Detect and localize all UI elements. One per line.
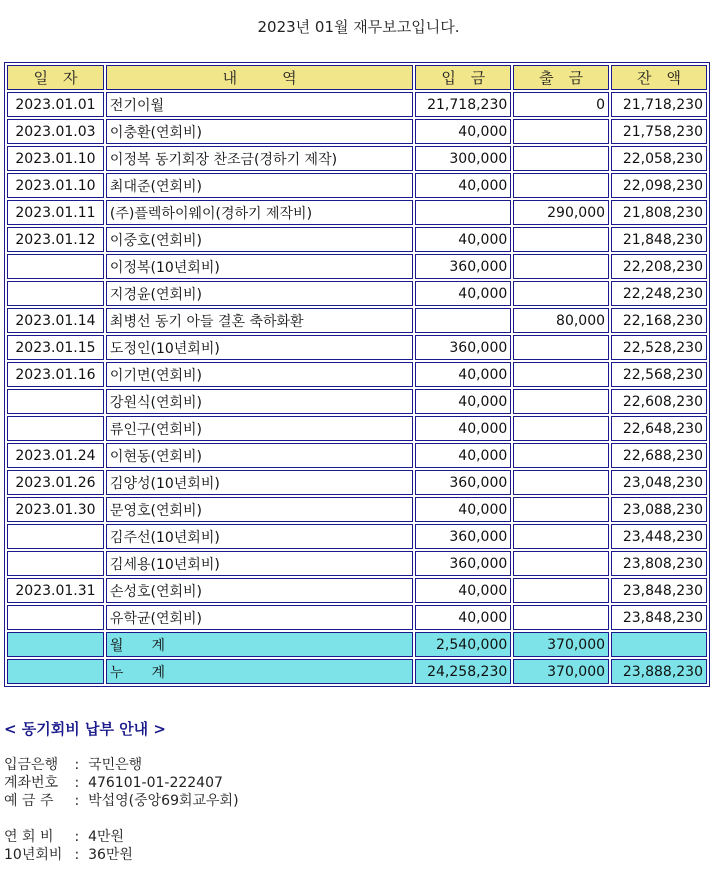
cell-withdrawal bbox=[513, 173, 609, 198]
notice-value: 박섭영(중앙69회교우회) bbox=[88, 793, 239, 809]
header-withdrawal: 출 금 bbox=[513, 65, 609, 90]
cell-description: 강원식(연회비) bbox=[106, 389, 413, 414]
notice-key: 10년회비 bbox=[4, 847, 63, 863]
cell-description: 최병선 동기 아들 결혼 축하화환 bbox=[106, 308, 413, 333]
cell-description: 최대준(연회비) bbox=[106, 173, 413, 198]
cell-date: 2023.01.12 bbox=[7, 227, 104, 252]
table-row bbox=[7, 227, 707, 252]
cell-deposit: 360,000 bbox=[415, 254, 511, 279]
cell-withdrawal bbox=[513, 281, 609, 306]
cell-balance: 21,718,230 bbox=[611, 92, 707, 117]
total-withdrawal: 370,000 bbox=[513, 659, 609, 684]
cell-balance: 22,098,230 bbox=[611, 173, 707, 198]
cell-balance: 22,648,230 bbox=[611, 416, 707, 441]
cell-date: 2023.01.03 bbox=[7, 119, 104, 144]
cell-date: 2023.01.26 bbox=[7, 470, 104, 495]
table-row bbox=[7, 200, 707, 225]
header-description: 내 역 bbox=[106, 65, 413, 90]
table-row bbox=[7, 389, 707, 414]
total-deposit: 2,540,000 bbox=[415, 632, 511, 657]
cell-withdrawal bbox=[513, 146, 609, 171]
cell-date: 2023.01.31 bbox=[7, 578, 104, 603]
table-row bbox=[7, 281, 707, 306]
cell-balance: 23,848,230 bbox=[611, 605, 707, 630]
cell-date bbox=[7, 254, 104, 279]
table-row bbox=[7, 119, 707, 144]
cell-date bbox=[7, 281, 104, 306]
cell-description: 이기면(연회비) bbox=[106, 362, 413, 387]
header-date: 일 자 bbox=[7, 65, 104, 90]
payment-notice bbox=[4, 720, 239, 864]
cell-deposit: 40,000 bbox=[415, 497, 511, 522]
notice-separator: : bbox=[70, 775, 89, 791]
table-row bbox=[7, 605, 707, 630]
cell-balance: 21,758,230 bbox=[611, 119, 707, 144]
cell-balance: 21,848,230 bbox=[611, 227, 707, 252]
table-row bbox=[7, 443, 707, 468]
ledger-table bbox=[4, 62, 710, 687]
cell-description: 이정복 동기회장 찬조금(경하기 제작) bbox=[106, 146, 413, 171]
cell-balance: 23,808,230 bbox=[611, 551, 707, 576]
cell-description: 김양성(10년회비) bbox=[106, 470, 413, 495]
header-row bbox=[7, 65, 707, 90]
cell-balance: 22,208,230 bbox=[611, 254, 707, 279]
cell-description: 이중호(연회비) bbox=[106, 227, 413, 252]
ledger-body bbox=[7, 92, 707, 684]
cell-description: 이현동(연회비) bbox=[106, 443, 413, 468]
total-deposit: 24,258,230 bbox=[415, 659, 511, 684]
table-row bbox=[7, 578, 707, 603]
total-label: 누 계 bbox=[106, 659, 413, 684]
cell-date: 2023.01.11 bbox=[7, 200, 104, 225]
cell-description: 김주선(10년회비) bbox=[106, 524, 413, 549]
cell-deposit: 40,000 bbox=[415, 281, 511, 306]
cell-balance: 22,688,230 bbox=[611, 443, 707, 468]
cell-balance: 22,168,230 bbox=[611, 308, 707, 333]
notice-key: 입금은행 bbox=[4, 757, 59, 773]
table-row bbox=[7, 416, 707, 441]
table-row bbox=[7, 551, 707, 576]
cell-withdrawal bbox=[513, 227, 609, 252]
cell-balance: 23,448,230 bbox=[611, 524, 707, 549]
notice-fees bbox=[4, 828, 239, 864]
cell-withdrawal bbox=[513, 362, 609, 387]
cell-withdrawal bbox=[513, 524, 609, 549]
cell-description: 문영호(연회비) bbox=[106, 497, 413, 522]
total-label: 월 계 bbox=[106, 632, 413, 657]
cell-deposit: 40,000 bbox=[415, 443, 511, 468]
cell-date: 2023.01.10 bbox=[7, 173, 104, 198]
table-row bbox=[7, 173, 707, 198]
cell-deposit bbox=[415, 308, 511, 333]
cell-withdrawal bbox=[513, 119, 609, 144]
table-row bbox=[7, 497, 707, 522]
cell-date: 2023.01.24 bbox=[7, 443, 104, 468]
cell-deposit: 360,000 bbox=[415, 335, 511, 360]
cell-description: 손성호(연회비) bbox=[106, 578, 413, 603]
cell-description: 지경윤(연회비) bbox=[106, 281, 413, 306]
cell-date bbox=[7, 524, 104, 549]
cell-date bbox=[7, 659, 104, 684]
total-row bbox=[7, 659, 707, 684]
table-row bbox=[7, 335, 707, 360]
cell-withdrawal bbox=[513, 389, 609, 414]
cell-withdrawal bbox=[513, 335, 609, 360]
cell-withdrawal bbox=[513, 470, 609, 495]
notice-row bbox=[4, 774, 239, 792]
notice-items bbox=[4, 756, 239, 810]
cell-balance: 22,568,230 bbox=[611, 362, 707, 387]
cell-date bbox=[7, 632, 104, 657]
cell-description: 전기이월 bbox=[106, 92, 413, 117]
cell-date: 2023.01.01 bbox=[7, 92, 104, 117]
notice-separator: : bbox=[70, 793, 89, 809]
notice-separator: : bbox=[70, 847, 89, 863]
total-balance bbox=[611, 632, 707, 657]
cell-withdrawal: 290,000 bbox=[513, 200, 609, 225]
cell-deposit: 40,000 bbox=[415, 578, 511, 603]
cell-deposit bbox=[415, 200, 511, 225]
table-row bbox=[7, 308, 707, 333]
header-balance: 잔 액 bbox=[611, 65, 707, 90]
header-deposit: 입 금 bbox=[415, 65, 511, 90]
cell-deposit: 40,000 bbox=[415, 389, 511, 414]
cell-deposit: 40,000 bbox=[415, 173, 511, 198]
cell-date: 2023.01.16 bbox=[7, 362, 104, 387]
cell-deposit: 40,000 bbox=[415, 605, 511, 630]
total-row bbox=[7, 632, 707, 657]
cell-deposit: 40,000 bbox=[415, 362, 511, 387]
notice-key: 연 회 비 bbox=[4, 829, 54, 845]
cell-balance: 23,848,230 bbox=[611, 578, 707, 603]
cell-balance: 22,058,230 bbox=[611, 146, 707, 171]
cell-description: (주)플렉하이웨이(경하기 제작비) bbox=[106, 200, 413, 225]
cell-description: 이정복(10년회비) bbox=[106, 254, 413, 279]
notice-row bbox=[4, 792, 239, 810]
notice-row bbox=[4, 756, 239, 774]
cell-description: 류인구(연회비) bbox=[106, 416, 413, 441]
notice-value: 476101-01-222407 bbox=[88, 775, 223, 791]
cell-date: 2023.01.15 bbox=[7, 335, 104, 360]
cell-withdrawal: 80,000 bbox=[513, 308, 609, 333]
cell-withdrawal bbox=[513, 497, 609, 522]
cell-date bbox=[7, 389, 104, 414]
table-row bbox=[7, 470, 707, 495]
cell-deposit: 360,000 bbox=[415, 470, 511, 495]
cell-description: 유학균(연회비) bbox=[106, 605, 413, 630]
cell-deposit: 40,000 bbox=[415, 119, 511, 144]
notice-key: 예 금 주 bbox=[4, 793, 54, 809]
notice-value: 4만원 bbox=[88, 829, 125, 845]
page-title: 2023년 01월 재무보고입니다. bbox=[257, 18, 460, 36]
notice-value: 국민은행 bbox=[88, 757, 143, 773]
table-row bbox=[7, 254, 707, 279]
table-row bbox=[7, 362, 707, 387]
cell-withdrawal: 0 bbox=[513, 92, 609, 117]
total-balance: 23,888,230 bbox=[611, 659, 707, 684]
cell-date bbox=[7, 416, 104, 441]
cell-withdrawal bbox=[513, 443, 609, 468]
notice-key: 계좌번호 bbox=[4, 775, 59, 791]
cell-balance: 22,528,230 bbox=[611, 335, 707, 360]
notice-separator: : bbox=[70, 757, 89, 773]
cell-balance: 22,248,230 bbox=[611, 281, 707, 306]
cell-withdrawal bbox=[513, 605, 609, 630]
cell-balance: 23,048,230 bbox=[611, 470, 707, 495]
notice-separator: : bbox=[70, 829, 89, 845]
cell-date bbox=[7, 551, 104, 576]
cell-description: 이충환(연회비) bbox=[106, 119, 413, 144]
cell-deposit: 300,000 bbox=[415, 146, 511, 171]
table-row bbox=[7, 92, 707, 117]
table-row bbox=[7, 146, 707, 171]
notice-row bbox=[4, 828, 239, 846]
table-row bbox=[7, 524, 707, 549]
cell-balance: 22,608,230 bbox=[611, 389, 707, 414]
cell-balance: 21,808,230 bbox=[611, 200, 707, 225]
cell-deposit: 360,000 bbox=[415, 524, 511, 549]
cell-deposit: 40,000 bbox=[415, 227, 511, 252]
cell-balance: 23,088,230 bbox=[611, 497, 707, 522]
cell-date: 2023.01.10 bbox=[7, 146, 104, 171]
cell-withdrawal bbox=[513, 416, 609, 441]
cell-date: 2023.01.30 bbox=[7, 497, 104, 522]
cell-withdrawal bbox=[513, 578, 609, 603]
notice-heading: < 동기회비 납부 안내 > bbox=[4, 720, 166, 738]
cell-description: 도정인(10년회비) bbox=[106, 335, 413, 360]
cell-withdrawal bbox=[513, 254, 609, 279]
cell-deposit: 40,000 bbox=[415, 416, 511, 441]
cell-deposit: 21,718,230 bbox=[415, 92, 511, 117]
cell-deposit: 360,000 bbox=[415, 551, 511, 576]
cell-date: 2023.01.14 bbox=[7, 308, 104, 333]
cell-description: 김세용(10년회비) bbox=[106, 551, 413, 576]
total-withdrawal: 370,000 bbox=[513, 632, 609, 657]
notice-row bbox=[4, 846, 239, 864]
cell-date bbox=[7, 605, 104, 630]
cell-withdrawal bbox=[513, 551, 609, 576]
notice-value: 36만원 bbox=[88, 847, 133, 863]
